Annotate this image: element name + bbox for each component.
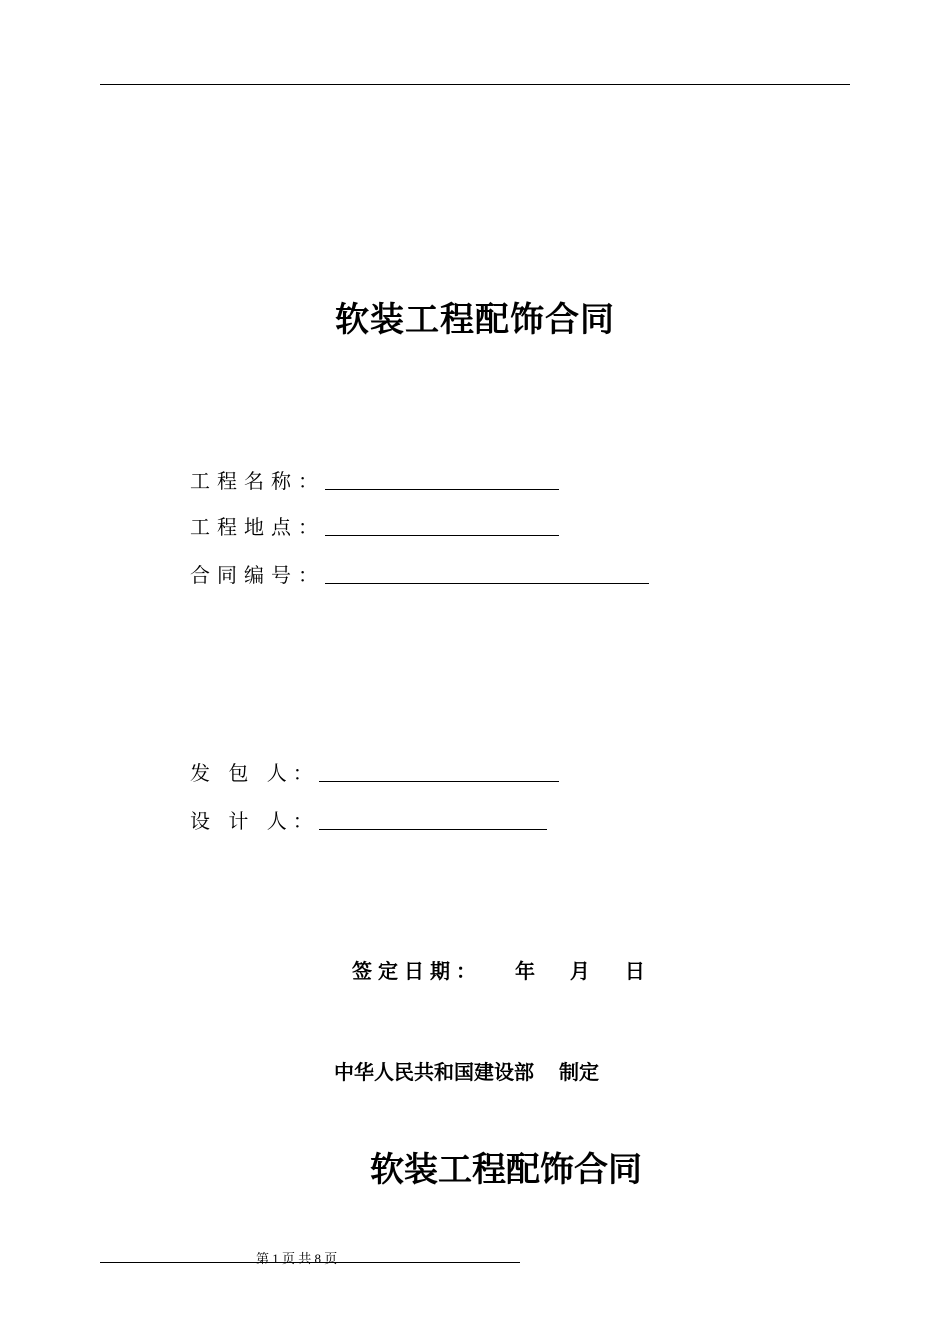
page-indicator: 第 1 页 共 8 页 — [256, 1251, 338, 1266]
issuer-suffix: 制定 — [558, 1060, 599, 1084]
employer-blank[interactable] — [319, 781, 559, 782]
sign-date-label: 签定日期： — [352, 959, 482, 983]
employer-field[interactable] — [190, 756, 559, 786]
project-location-field[interactable] — [190, 510, 559, 540]
project-location-label: 工程地点： — [190, 515, 325, 539]
document-title: 软装工程配饰合同 — [335, 300, 615, 340]
employer-label: 发 包 人： — [190, 761, 319, 785]
designer-field[interactable] — [190, 804, 547, 834]
issuer-name: 中华人民共和国建设部 — [334, 1060, 534, 1084]
sign-date — [352, 955, 659, 984]
header-rule — [100, 84, 850, 85]
issuer — [334, 1056, 599, 1085]
second-title: 软装工程配饰合同 — [370, 1150, 642, 1190]
project-name-field[interactable] — [190, 464, 559, 494]
project-name-blank[interactable] — [325, 489, 559, 490]
sign-date-value: 年 月 日 — [514, 959, 659, 983]
contract-number-field[interactable] — [190, 558, 649, 588]
designer-blank[interactable] — [319, 829, 547, 830]
designer-label: 设 计 人： — [190, 809, 319, 833]
contract-number-label: 合同编号： — [190, 563, 325, 587]
contract-number-blank[interactable] — [325, 583, 649, 584]
project-name-label: 工程名称： — [190, 469, 325, 493]
project-location-blank[interactable] — [325, 535, 559, 536]
